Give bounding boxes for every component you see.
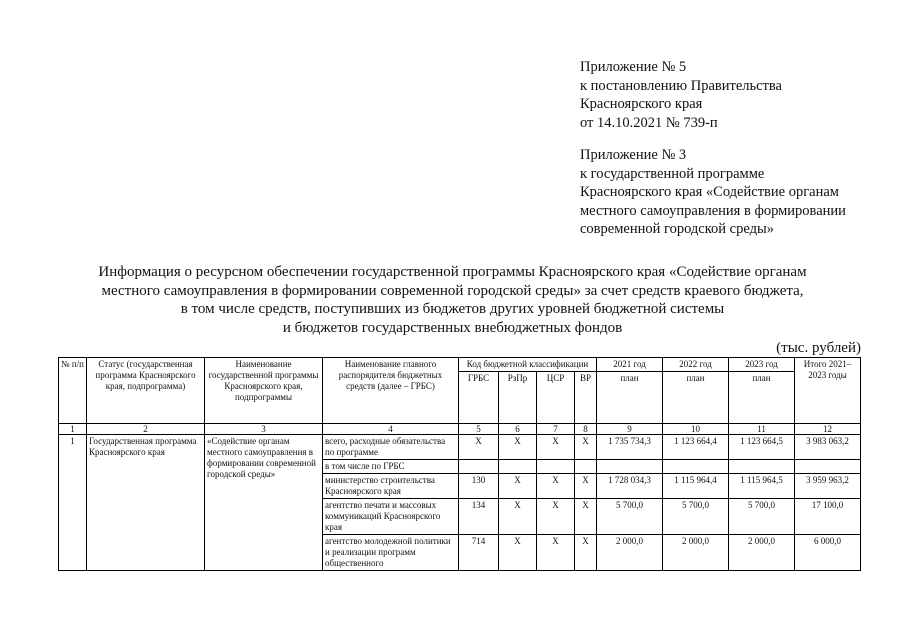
row-rzpr: Х bbox=[499, 535, 537, 571]
title-line: местного самоуправления в формировании современной городской среды» за счет средств краевого бюджета, bbox=[101, 282, 804, 299]
row-2022: 2 000,0 bbox=[663, 535, 729, 571]
row-2021 bbox=[597, 460, 663, 474]
row-2023: 1 123 664,5 bbox=[729, 435, 795, 460]
appendix-3-line: местного самоуправления в формировании bbox=[580, 202, 846, 219]
row-grbs: 714 bbox=[459, 535, 499, 571]
column-number-row bbox=[59, 424, 861, 435]
appendix-3-line: к государственной программе bbox=[580, 165, 765, 182]
row-2021: 1 735 734,3 bbox=[597, 435, 663, 460]
row-2022 bbox=[663, 460, 729, 474]
header-grbs-name: Наименование главного распорядителя бюджетных средств (далее – ГРБС) bbox=[323, 358, 459, 424]
header-program-name: Наименование государственной программы Красноярского края, подпрограммы bbox=[205, 358, 323, 424]
column-number: 7 bbox=[537, 424, 575, 435]
column-number: 6 bbox=[499, 424, 537, 435]
appendix-5-block bbox=[580, 58, 880, 132]
row-csr: Х bbox=[537, 474, 575, 499]
row-total: 3 959 963,2 bbox=[795, 474, 861, 499]
row-2022: 1 123 664,4 bbox=[663, 435, 729, 460]
header-no: № п/п bbox=[59, 358, 87, 424]
resource-table bbox=[58, 357, 861, 571]
row-2023 bbox=[729, 460, 795, 474]
row-program-name: «Содействие органам местного самоуправления в формировании современной городской среды» bbox=[205, 435, 323, 571]
row-grbs-name: агентство печати и массовых коммуникаций Красноярского края bbox=[323, 499, 459, 535]
column-number: 3 bbox=[205, 424, 323, 435]
column-number: 4 bbox=[323, 424, 459, 435]
row-2023: 5 700,0 bbox=[729, 499, 795, 535]
row-2023: 2 000,0 bbox=[729, 535, 795, 571]
row-no: 1 bbox=[59, 435, 87, 571]
row-vr: Х bbox=[575, 535, 597, 571]
row-total: 3 983 063,2 bbox=[795, 435, 861, 460]
column-number: 10 bbox=[663, 424, 729, 435]
row-csr: Х bbox=[537, 535, 575, 571]
row-2022: 1 115 964,4 bbox=[663, 474, 729, 499]
header-plan-2023: план bbox=[729, 372, 795, 424]
appendix-5-line: от 14.10.2021 № 739-п bbox=[580, 114, 718, 131]
row-grbs: 134 bbox=[459, 499, 499, 535]
row-2021: 1 728 034,3 bbox=[597, 474, 663, 499]
column-number: 2 bbox=[87, 424, 205, 435]
row-2021: 2 000,0 bbox=[597, 535, 663, 571]
header-2021: 2021 год bbox=[597, 358, 663, 372]
appendix-3-line: Красноярского края «Содействие органам bbox=[580, 184, 839, 201]
row-vr: Х bbox=[575, 474, 597, 499]
row-grbs-name: агентство молодежной политики и реализации программ общественного bbox=[323, 535, 459, 571]
column-number: 1 bbox=[59, 424, 87, 435]
row-grbs-name: всего, расходные обязательства по программе bbox=[323, 435, 459, 460]
row-rzpr bbox=[499, 460, 537, 474]
header-plan-2022: план bbox=[663, 372, 729, 424]
header-vr: ВР bbox=[575, 372, 597, 424]
title-line: в том числе средств, поступивших из бюджетов других уровней бюджетной системы bbox=[180, 301, 725, 317]
column-number: 12 bbox=[795, 424, 861, 435]
row-grbs: Х bbox=[459, 435, 499, 460]
appendix-5-line: Красноярского края bbox=[580, 96, 703, 113]
table-row bbox=[59, 435, 861, 460]
row-vr: Х bbox=[575, 499, 597, 535]
row-grbs-name: министерство строительства Красноярского края bbox=[323, 474, 459, 499]
row-vr bbox=[575, 460, 597, 474]
row-total: 6 000,0 bbox=[795, 535, 861, 571]
appendix-5-line: к постановлению Правительства bbox=[580, 77, 782, 94]
row-rzpr: Х bbox=[499, 435, 537, 460]
row-grbs-name: в том числе по ГРБС bbox=[323, 460, 459, 474]
appendix-5-line: Приложение № 5 bbox=[580, 59, 687, 75]
row-csr bbox=[537, 460, 575, 474]
header-2022: 2022 год bbox=[663, 358, 729, 372]
title-line: Информация о ресурсном обеспечении государственной программы Красноярского края «Содействие органам bbox=[98, 264, 807, 280]
header-plan-2021: план bbox=[597, 372, 663, 424]
header-status: Статус (государственная программа Красноярского края, подпрограмма) bbox=[87, 358, 205, 424]
row-csr: Х bbox=[537, 499, 575, 535]
row-grbs: 130 bbox=[459, 474, 499, 499]
appendix-3-line: современной городской среды» bbox=[580, 221, 774, 238]
appendix-3-block bbox=[580, 146, 880, 239]
row-total: 17 100,0 bbox=[795, 499, 861, 535]
row-total bbox=[795, 460, 861, 474]
document-title bbox=[60, 263, 845, 337]
header-csr: ЦСР bbox=[537, 372, 575, 424]
header-grbs: ГРБС bbox=[459, 372, 499, 424]
header-code-group: Код бюджетной классификации bbox=[459, 358, 597, 372]
title-line: и бюджетов государственных внебюджетных фондов bbox=[282, 319, 623, 336]
row-rzpr: Х bbox=[499, 499, 537, 535]
units-label: (тыс. рублей) bbox=[776, 340, 861, 356]
column-number: 5 bbox=[459, 424, 499, 435]
column-number: 8 bbox=[575, 424, 597, 435]
row-status: Государственная программа Красноярского края bbox=[87, 435, 205, 571]
column-number: 9 bbox=[597, 424, 663, 435]
row-grbs bbox=[459, 460, 499, 474]
row-vr: Х bbox=[575, 435, 597, 460]
header-row bbox=[59, 358, 861, 372]
header-2023: 2023 год bbox=[729, 358, 795, 372]
header-rzpr: РзПр bbox=[499, 372, 537, 424]
row-2022: 5 700,0 bbox=[663, 499, 729, 535]
row-rzpr: Х bbox=[499, 474, 537, 499]
header-total: Итого 2021–2023 годы bbox=[795, 358, 861, 424]
appendix-3-line: Приложение № 3 bbox=[580, 147, 687, 163]
row-csr: Х bbox=[537, 435, 575, 460]
row-2023: 1 115 964,5 bbox=[729, 474, 795, 499]
row-2021: 5 700,0 bbox=[597, 499, 663, 535]
column-number: 11 bbox=[729, 424, 795, 435]
